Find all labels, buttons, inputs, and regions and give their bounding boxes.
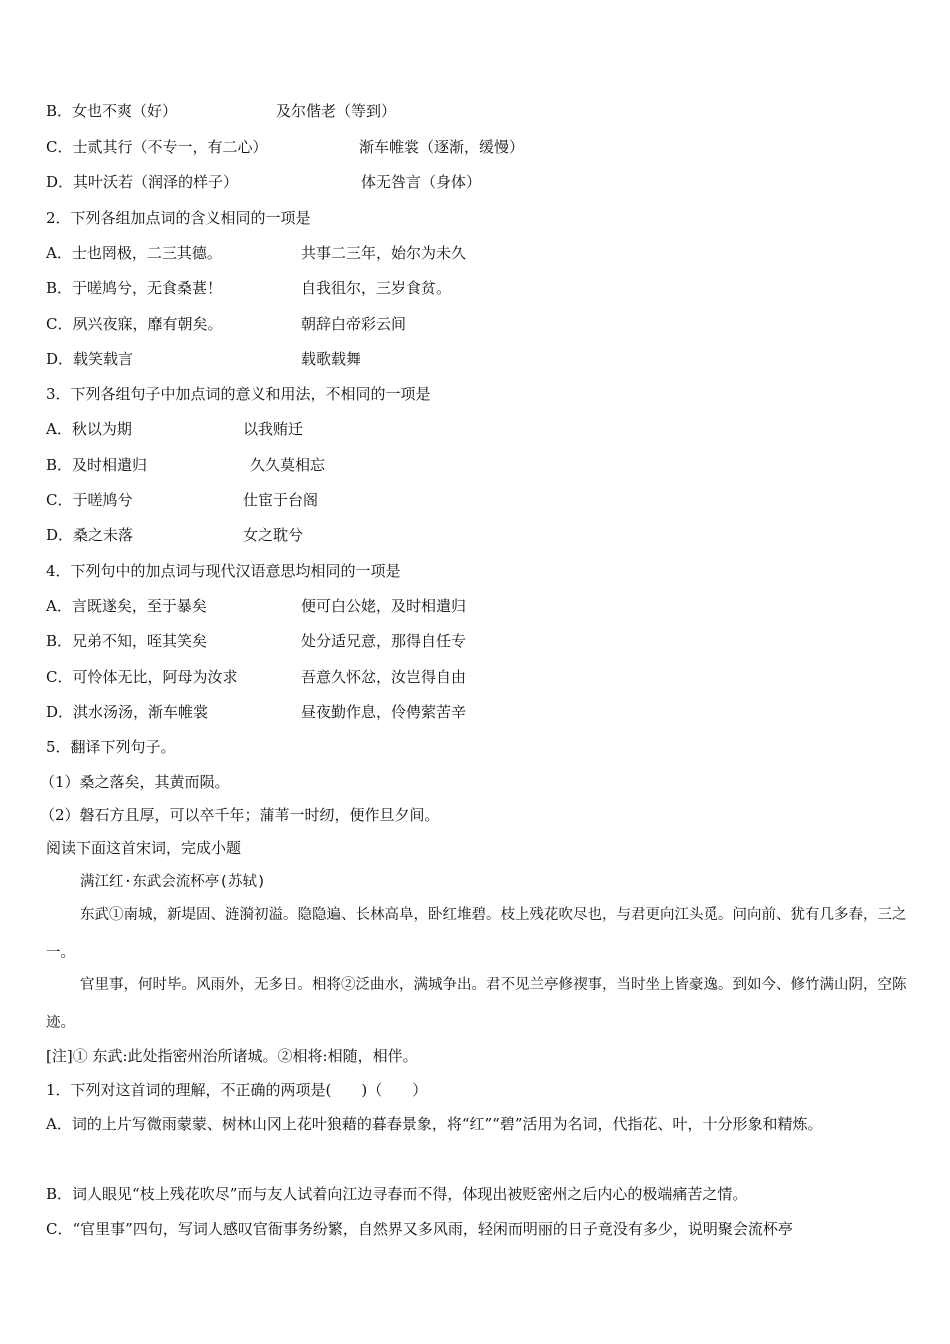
q1-option-d-right: 体无咎言（身体） bbox=[361, 173, 482, 191]
q2-option-d-right: 载歌载舞 bbox=[301, 350, 362, 368]
rq1-option-c: C．“官里事”四句，写词人感叹官衙事务纷繁，自然界又多风雨，轻闲而明丽的日子竟没有多少，说明聚会流杯亭 bbox=[46, 1220, 793, 1238]
q2-option-c-left: C．夙兴夜寐，靡有朝矣。 bbox=[46, 315, 223, 333]
q1-option-c-left: C．士贰其行（不专一，有二心） bbox=[46, 138, 268, 156]
q1-option-b-right: 及尔偕老（等到） bbox=[276, 102, 397, 120]
q3-option-b-left: B．及时相遣归 bbox=[46, 456, 148, 474]
q3-option-b-right: 久久莫相忘 bbox=[250, 456, 326, 474]
poem-stanza-1: 东武①南城，新堤固、涟漪初溢。隐隐遍、长林高阜，卧红堆碧。枝上残花吹尽也，与君更向江头觅。问向前、犹有几多春，三之一。 bbox=[46, 907, 907, 961]
rq1-option-b: B．词人眼见“枝上残花吹尽”而与友人试着向江边寻春而不得，体现出被贬密州之后内心的极端痛苦之情。 bbox=[46, 1185, 748, 1203]
poem-title: 满江红·东武会流杯亭(苏轼) bbox=[80, 874, 266, 890]
rq1-stem: 1．下列对这首词的理解，不正确的两项是( )（ ） bbox=[46, 1081, 428, 1099]
q5-stem: 5．翻译下列句子。 bbox=[46, 738, 176, 756]
q1-option-c-right: 渐车帷裳（逐渐，缓慢） bbox=[359, 138, 525, 156]
q5-item-1: （1）桑之落矣，其黄而陨。 bbox=[40, 773, 230, 791]
q5-item-2: （2）磐石方且厚，可以卒千年；蒲苇一时纫，便作旦夕间。 bbox=[40, 806, 440, 824]
poem-stanza-2: 官里事，何时毕。风雨外，无多日。相将②泛曲水，满城争出。君不见兰亭修禊事，当时坐上皆豪逸。到如今、修竹满山阴，空陈迹。 bbox=[46, 977, 907, 1031]
q3-option-c-right: 仕宦于台阁 bbox=[243, 491, 319, 509]
q1-option-b-left: B．女也不爽（好） bbox=[46, 102, 178, 120]
q4-option-d-left: D．淇水汤汤，渐车帷裳 bbox=[46, 703, 209, 721]
q4-option-b-left: B．兄弟不知，咥其笑矣 bbox=[46, 632, 208, 650]
q4-option-a-left: A．言既遂矣，至于暴矣 bbox=[46, 597, 207, 615]
poem-note: [注]① 东武:此处指密州治所诸城。②相将:相随，相伴。 bbox=[46, 1047, 418, 1065]
q3-option-d-left: D．桑之未落 bbox=[46, 526, 134, 544]
rq1-option-a: A．词的上片写微雨蒙蒙、树林山冈上花叶狼藉的暮春景象，将“红”“碧”活用为名词，代指花、叶，十分形象和精炼。 bbox=[46, 1115, 823, 1133]
q2-option-d-left: D．载笑载言 bbox=[46, 350, 134, 368]
q4-option-b-right: 处分适兄意，那得自任专 bbox=[301, 632, 467, 650]
q4-option-c-right: 吾意久怀忿，汝岂得自由 bbox=[301, 668, 467, 686]
reading-intro: 阅读下面这首宋词，完成小题 bbox=[46, 839, 242, 857]
q3-stem: 3．下列各组句子中加点词的意义和用法，不相同的一项是 bbox=[46, 385, 431, 403]
q2-option-b-right: 自我徂尔，三岁食贫。 bbox=[301, 279, 452, 297]
q3-option-a-right: 以我贿迁 bbox=[243, 420, 304, 438]
q2-option-a-right: 共事二三年，始尔为未久 bbox=[301, 244, 467, 262]
q4-option-c-left: C．可怜体无比，阿母为汝求 bbox=[46, 668, 238, 686]
q3-option-c-left: C．于嗟鸠兮 bbox=[46, 491, 133, 509]
q4-option-a-right: 便可白公姥，及时相遣归 bbox=[301, 597, 467, 615]
q2-option-c-right: 朝辞白帝彩云间 bbox=[301, 315, 407, 333]
q4-option-d-right: 昼夜勤作息，伶俜萦苦辛 bbox=[301, 703, 467, 721]
q3-option-a-left: A．秋以为期 bbox=[46, 420, 132, 438]
q2-stem: 2．下列各组加点词的含义相同的一项是 bbox=[46, 209, 311, 227]
q2-option-a-left: A．士也罔极，二三其德。 bbox=[46, 244, 222, 262]
q2-option-b-left: B．于嗟鸠兮，无食桑葚！ bbox=[46, 279, 223, 297]
q3-option-d-right: 女之耽兮 bbox=[243, 526, 304, 544]
q4-stem: 4．下列句中的加点词与现代汉语意思均相同的一项是 bbox=[46, 562, 401, 580]
q1-option-d-left: D．其叶沃若（润泽的样子） bbox=[46, 173, 239, 191]
